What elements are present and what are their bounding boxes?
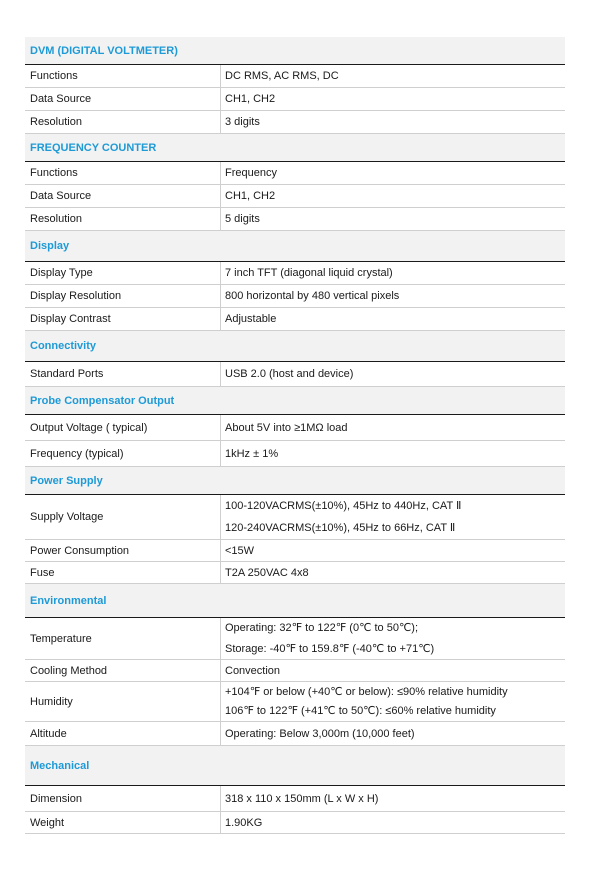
spec-value-line: Operating: 32℉ to 122℉ (0℃ to 50℃); — [225, 622, 419, 635]
spec-value — [221, 562, 565, 583]
spec-row — [25, 262, 565, 285]
spec-key: Display Type — [25, 262, 221, 284]
spec-value — [221, 88, 565, 110]
section-header-connectivity — [25, 331, 565, 362]
section-header-dvm — [25, 37, 565, 65]
section-title: FREQUENCY COUNTER — [30, 141, 157, 154]
spec-value-line: About 5V into ≥1MΩ load — [225, 421, 348, 434]
spec-value — [221, 285, 565, 307]
spec-row — [25, 660, 565, 682]
spec-value — [221, 618, 565, 659]
spec-value-line: 100-120VACRMS(±10%), 45Hz to 440Hz, CAT Ⅱ — [225, 500, 462, 512]
section-title: Probe Compensator Output — [30, 394, 175, 407]
section-title: Display — [30, 240, 70, 252]
spec-value — [221, 65, 565, 87]
spec-value-line: Operating: Below 3,000m (10,000 feet) — [225, 727, 415, 740]
spec-row — [25, 540, 565, 562]
spec-key: Fuse — [25, 562, 221, 583]
spec-key: Functions — [25, 162, 221, 184]
spec-key: Cooling Method — [25, 660, 221, 681]
spec-value — [221, 682, 565, 721]
section-header-environmental — [25, 584, 565, 618]
spec-value-line: CH1, CH2 — [225, 190, 276, 202]
spec-key: Functions — [25, 65, 221, 87]
spec-key: Data Source — [25, 88, 221, 110]
spec-value-line: 1kHz ± 1% — [225, 447, 279, 460]
spec-value-line: T2A 250VAC 4x8 — [225, 566, 309, 579]
section-title: Environmental — [30, 594, 107, 607]
spec-value — [221, 495, 565, 539]
section-header-probe-compensator — [25, 387, 565, 415]
section-header-mechanical — [25, 746, 565, 786]
spec-row — [25, 682, 565, 722]
spec-row — [25, 285, 565, 308]
spec-value-line: 7 inch TFT (diagonal liquid crystal) — [225, 267, 393, 279]
spec-value — [221, 415, 565, 440]
spec-value — [221, 660, 565, 681]
spec-value-line: 120-240VACRMS(±10%), 45Hz to 66Hz, CAT Ⅱ — [225, 522, 456, 534]
spec-value — [221, 362, 565, 386]
spec-value-line: <15W — [225, 544, 255, 557]
spec-key: Power Consumption — [25, 540, 221, 561]
spec-value — [221, 111, 565, 133]
spec-row — [25, 441, 565, 467]
spec-row — [25, 362, 565, 387]
section-title: Connectivity — [30, 340, 97, 352]
spec-row — [25, 185, 565, 208]
spec-key: Resolution — [25, 208, 221, 230]
spec-value-line: CH1, CH2 — [225, 93, 276, 105]
spec-key: Dimension — [25, 786, 221, 811]
spec-value — [221, 722, 565, 745]
spec-value-line: 318 x 110 x 150mm (L x W x H) — [225, 792, 379, 805]
spec-key: Resolution — [25, 111, 221, 133]
spec-key: Frequency (typical) — [25, 441, 221, 466]
spec-value — [221, 185, 565, 207]
spec-key: Weight — [25, 812, 221, 833]
spec-value-line: 800 horizontal by 480 vertical pixels — [225, 290, 400, 302]
spec-value-line: 5 digits — [225, 213, 260, 225]
spec-row — [25, 562, 565, 584]
spec-key: Temperature — [25, 618, 221, 659]
spec-value-line: +104℉ or below (+40℃ or below): ≤90% relative humidity — [225, 685, 508, 698]
spec-row — [25, 65, 565, 88]
spec-value-line: Storage: -40℉ to 159.8℉ (-40℃ to +71℃) — [225, 642, 435, 655]
spec-value — [221, 786, 565, 811]
spec-value — [221, 540, 565, 561]
spec-value — [221, 208, 565, 230]
section-header-power-supply — [25, 467, 565, 495]
section-header-frequency-counter — [25, 134, 565, 162]
spec-key: Standard Ports — [25, 362, 221, 386]
section-title: Power Supply — [30, 474, 103, 487]
spec-value-line: Convection — [225, 664, 281, 677]
spec-row — [25, 495, 565, 540]
spec-table — [25, 37, 565, 834]
spec-row — [25, 786, 565, 812]
spec-row — [25, 208, 565, 231]
spec-row — [25, 812, 565, 834]
spec-value — [221, 162, 565, 184]
spec-key: Data Source — [25, 185, 221, 207]
spec-key: Output Voltage ( typical) — [25, 415, 221, 440]
spec-row — [25, 88, 565, 111]
spec-value — [221, 308, 565, 330]
section-title: DVM (DIGITAL VOLTMETER) — [30, 44, 178, 57]
spec-value-line: USB 2.0 (host and device) — [225, 368, 354, 380]
spec-key: Supply Voltage — [25, 495, 221, 539]
spec-key: Altitude — [25, 722, 221, 745]
spec-value-line: 106℉ to 122℉ (+41℃ to 50℃): ≤60% relative humidity — [225, 705, 496, 718]
spec-row — [25, 415, 565, 441]
spec-value-line: Adjustable — [225, 313, 277, 325]
spec-value-line: 1.90KG — [225, 816, 263, 829]
spec-value-line: DC RMS, AC RMS, DC — [225, 70, 339, 82]
spec-value — [221, 441, 565, 466]
section-header-display — [25, 231, 565, 262]
section-title: Mechanical — [30, 759, 90, 772]
spec-value-line: Frequency — [225, 167, 277, 179]
spec-row — [25, 722, 565, 746]
spec-key: Humidity — [25, 682, 221, 721]
spec-row — [25, 162, 565, 185]
spec-value — [221, 262, 565, 284]
spec-value — [221, 812, 565, 833]
spec-row — [25, 618, 565, 660]
spec-key: Display Resolution — [25, 285, 221, 307]
spec-row — [25, 111, 565, 134]
spec-value-line: 3 digits — [225, 116, 260, 128]
spec-row — [25, 308, 565, 331]
spec-key: Display Contrast — [25, 308, 221, 330]
